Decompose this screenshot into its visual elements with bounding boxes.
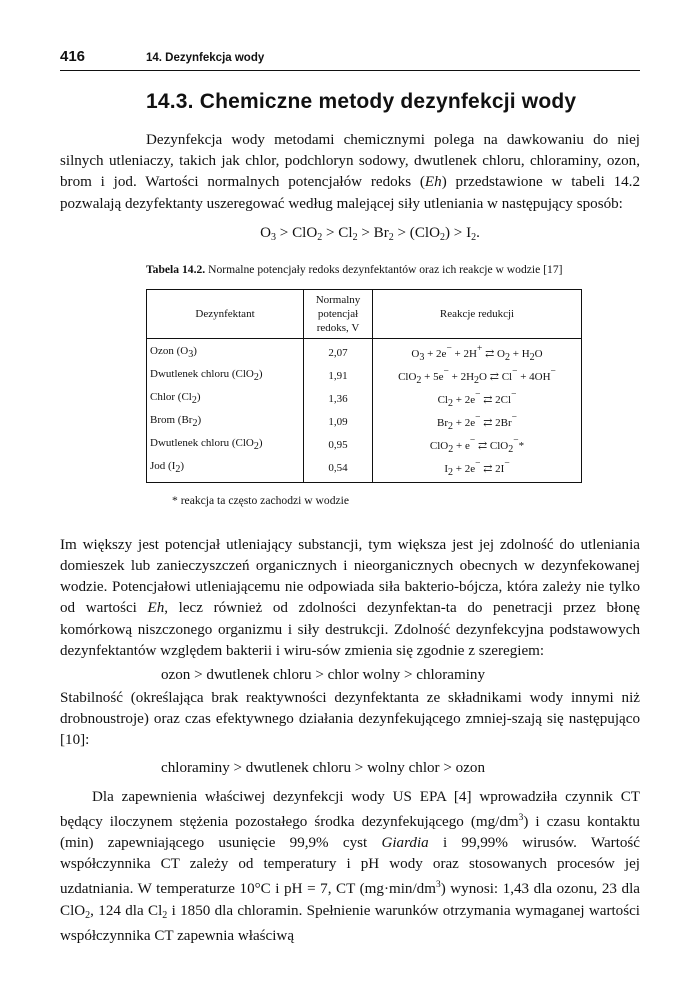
table-row — [147, 388, 582, 411]
redox-table — [146, 289, 582, 483]
table-row — [147, 457, 582, 483]
table-footnote: * reakcja ta często zachodzi w wodzie — [172, 493, 350, 507]
section-title: 14.3. Chemiczne metody dezynfekcji wody — [146, 90, 577, 113]
cell-reaction: Br2 + 2e− ⇄ 2Br− — [373, 411, 582, 434]
oxidation-series-formula: $O_3 > ClO_2 > Cl_2 > Br_2 > (ClO_2) > I_2$. — [260, 224, 480, 243]
cell-reaction: ClO2 + e− ⇄ ClO2−* — [373, 434, 582, 457]
cell-potential: 1,36 — [304, 388, 373, 411]
stability-series: chloraminy > dwutlenek chloru > wolny chlor > ozon — [161, 759, 485, 776]
page-number: 416 — [60, 48, 86, 65]
table-row — [147, 411, 582, 434]
bactericidal-series: ozon > dwutlenek chloru > chlor wolny > chloraminy — [161, 667, 485, 684]
header-reactions: Reakcje redukcji — [373, 289, 582, 338]
table-row — [147, 338, 582, 365]
cell-potential: 1,91 — [304, 365, 373, 388]
ct-paragraph: Dla zapewnienia właściwej dezynfekcji wody US EPA [4] wprowadziła czynnik CT będący iloczynem stężenia pozostałego środka dezynfekującego $(mg/dm^3)$ i czasu kontaktu (min) zapewniającego usunięcie 99,9% cyst Giardia i 99,99% wirusów. Wartość współczynnika CT zależy od temperatury i pH wody oraz stosowanych procesów jej uzdatniania. W temperaturze 10°C i pH = 7, CT $(mg\cdot\min/dm^3)$ wynosi: 1,43 dla ozonu, 23 dla ClO$_2$, 124 dla $Cl_2$ i 1850 dla chloramin. Spełnienie warunków otrzymania wymaganej wartości współczynnika CT zapewnia właściwą — [60, 788, 641, 944]
cell-potential: 0,95 — [304, 434, 373, 457]
cell-potential: 2,07 — [304, 338, 373, 365]
book-page — [60, 48, 640, 947]
cell-disinfectant: Ozon (O3) — [147, 338, 304, 365]
table-row — [147, 365, 582, 388]
cell-reaction: I2 + 2e− ⇄ 2I− — [373, 457, 582, 483]
header-disinfectant: Dezynfektant — [147, 289, 304, 338]
chapter-title: 14. Dezynfekcja wody — [146, 52, 265, 64]
stability-paragraph: Stabilność (określająca brak reaktywności dezynfektanta ze składnikami wody innymi niż drobnoustroje) oraz czas efektywnego działania dezynfekującego zmniej-szają się następująco [10]: — [60, 690, 640, 749]
cell-reaction: Cl2 + 2e− ⇄ 2Cl− — [373, 388, 582, 411]
cell-disinfectant: Jod (I2) — [147, 457, 304, 483]
intro-paragraph: Dezynfekcja wody metodami chemicznymi polega na dawkowaniu do niej silnych utleniaczy, takich jak chlor, podchloryn sodowy, dwutlenek chloru, chloraminy, ozon, brom i jod. Wartości normalnych potencjałów redoks (Eh) przedstawione w tabeli 14.2 pozwalają dezyfektanty uszeregować według malejącej siły utleniania w następujący sposób: — [60, 132, 640, 212]
redox-table-body — [147, 338, 582, 482]
table-caption: Tabela 14.2. Normalne potencjały redoks dezynfektantów oraz ich reakcje w wodzie [17] — [146, 262, 563, 276]
cell-disinfectant: Brom (Br2) — [147, 411, 304, 434]
cell-reaction: O3 + 2e− + 2H+ ⇄ O2 + H2O — [373, 338, 582, 365]
cell-disinfectant: Dwutlenek chloru (ClO2) — [147, 365, 304, 388]
cell-disinfectant: Chlor (Cl2) — [147, 388, 304, 411]
cell-potential: 0,54 — [304, 457, 373, 483]
cell-disinfectant: Dwutlenek chloru (ClO2) — [147, 434, 304, 457]
cell-reaction: ClO2 + 5e− + 2H2O ⇄ Cl− + 4OH− — [373, 365, 582, 388]
table-row — [147, 434, 582, 457]
oxidation-paragraph: Im większy jest potencjał utleniający substancji, tym większa jest jej zdolność do utleniania domieszek lub zanieczyszczeń organicznych i nieorganicznych obecnych w dezynfekowanej wodzie. Potencjałowi utleniającemu nie odpowiada siła bakterio-bójcza, która zależy nie tylko od wartości Eh, lecz również od zdolności dezynfektan-ta do penetracji przez błonę komórkową niszczonego organizmu i siły destrukcji. Zdolność dezynfekcyjna podstawowych dezynfektantów względem bakterii i wiru-sów zmienia się zgodnie z szeregiem: — [60, 536, 640, 659]
header-potential: Normalny potencjał redoks, V — [304, 289, 373, 338]
cell-potential: 1,09 — [304, 411, 373, 434]
running-head — [60, 48, 640, 71]
